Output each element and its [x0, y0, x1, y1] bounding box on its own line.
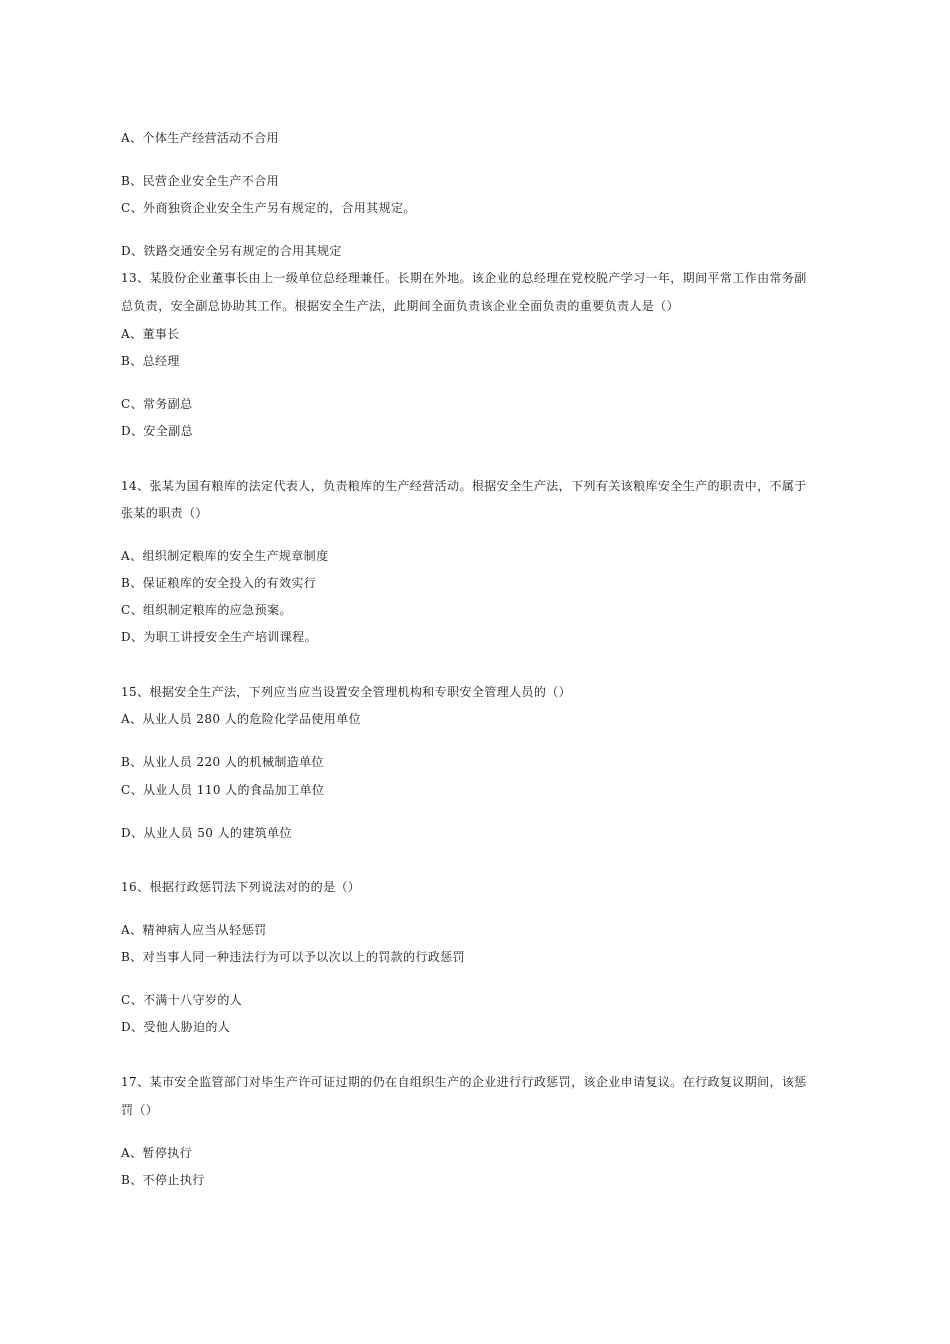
q16-option-d: D、受他人胁迫的人 [121, 1020, 231, 1034]
q14-option-d: D、为职工讲授安全生产培训课程。 [121, 630, 318, 644]
q12-option-c: C、外商独资企业安全生产另有规定的，合用其规定。 [121, 201, 416, 215]
q16-option-a: A、精神病人应当从轻惩罚 [121, 923, 267, 937]
q15-option-b: B、从业人员 220 人的机械制造单位 [121, 755, 324, 769]
q17-option-a: A、暂停执行 [121, 1146, 193, 1160]
q12-option-b: B、民营企业安全生产不合用 [121, 174, 280, 188]
q17-question-line2: 罚（） [121, 1103, 159, 1117]
q13-option-b: B、总经理 [121, 354, 180, 368]
q17-question-line1: 17、某市安全监管部门对毕生产许可证过期的仍在自组织生产的企业进行行政惩罚，该企业申请复议。在行政复议期间，该惩 [121, 1075, 807, 1089]
q15-option-c: C、从业人员 110 人的食品加工单位 [121, 783, 325, 797]
q14-question-line1: 14、张某为国有粮库的法定代表人，负责粮库的生产经营活动。根据安全生产法，下列有关该粮库安全生产的职责中，不属于 [121, 479, 807, 493]
q13-question-line1: 13、某股份企业董事长由上一级单位总经理兼任。长期在外地。该企业的总经理在党校脱产学习一年，期间平常工作由常务副 [121, 271, 807, 285]
q16-option-b: B、对当事人同一种违法行为可以予以次以上的罚款的行政惩罚 [121, 950, 466, 964]
q13-option-d: D、安全副总 [121, 424, 194, 438]
q12-option-a: A、个体生产经营活动不合用 [121, 131, 279, 145]
q17-option-b: B、不停止执行 [121, 1173, 205, 1187]
q15-question: 15、根据安全生产法，下列应当应当设置安全管理机构和专职安全管理人员的（） [121, 685, 572, 699]
q12-option-d: D、铁路交通安全另有规定的合用其规定 [121, 244, 342, 258]
q15-option-a: A、从业人员 280 人的危险化学品使用单位 [121, 712, 362, 726]
q15-option-d: D、从业人员 50 人的建筑单位 [121, 826, 292, 840]
q16-option-c: C、不满十八守岁的人 [121, 993, 243, 1007]
q14-option-a: A、组织制定粮库的安全生产规章制度 [121, 549, 329, 563]
q16-question: 16、根据行政惩罚法下列说法对的的是（） [121, 880, 361, 894]
q13-option-c: C、常务副总 [121, 397, 193, 411]
q13-option-a: A、董事长 [121, 327, 180, 341]
q13-question-line2: 总负责，安全副总协助其工作。根据安全生产法，此期间全面负责该企业全面负责的重要负责人是（） [121, 299, 680, 313]
q14-option-c: C、组织制定粮库的应急预案。 [121, 603, 292, 617]
q14-option-b: B、保证粮库的安全投入的有效实行 [121, 576, 317, 590]
q14-question-line2: 张某的职责（） [121, 506, 208, 520]
